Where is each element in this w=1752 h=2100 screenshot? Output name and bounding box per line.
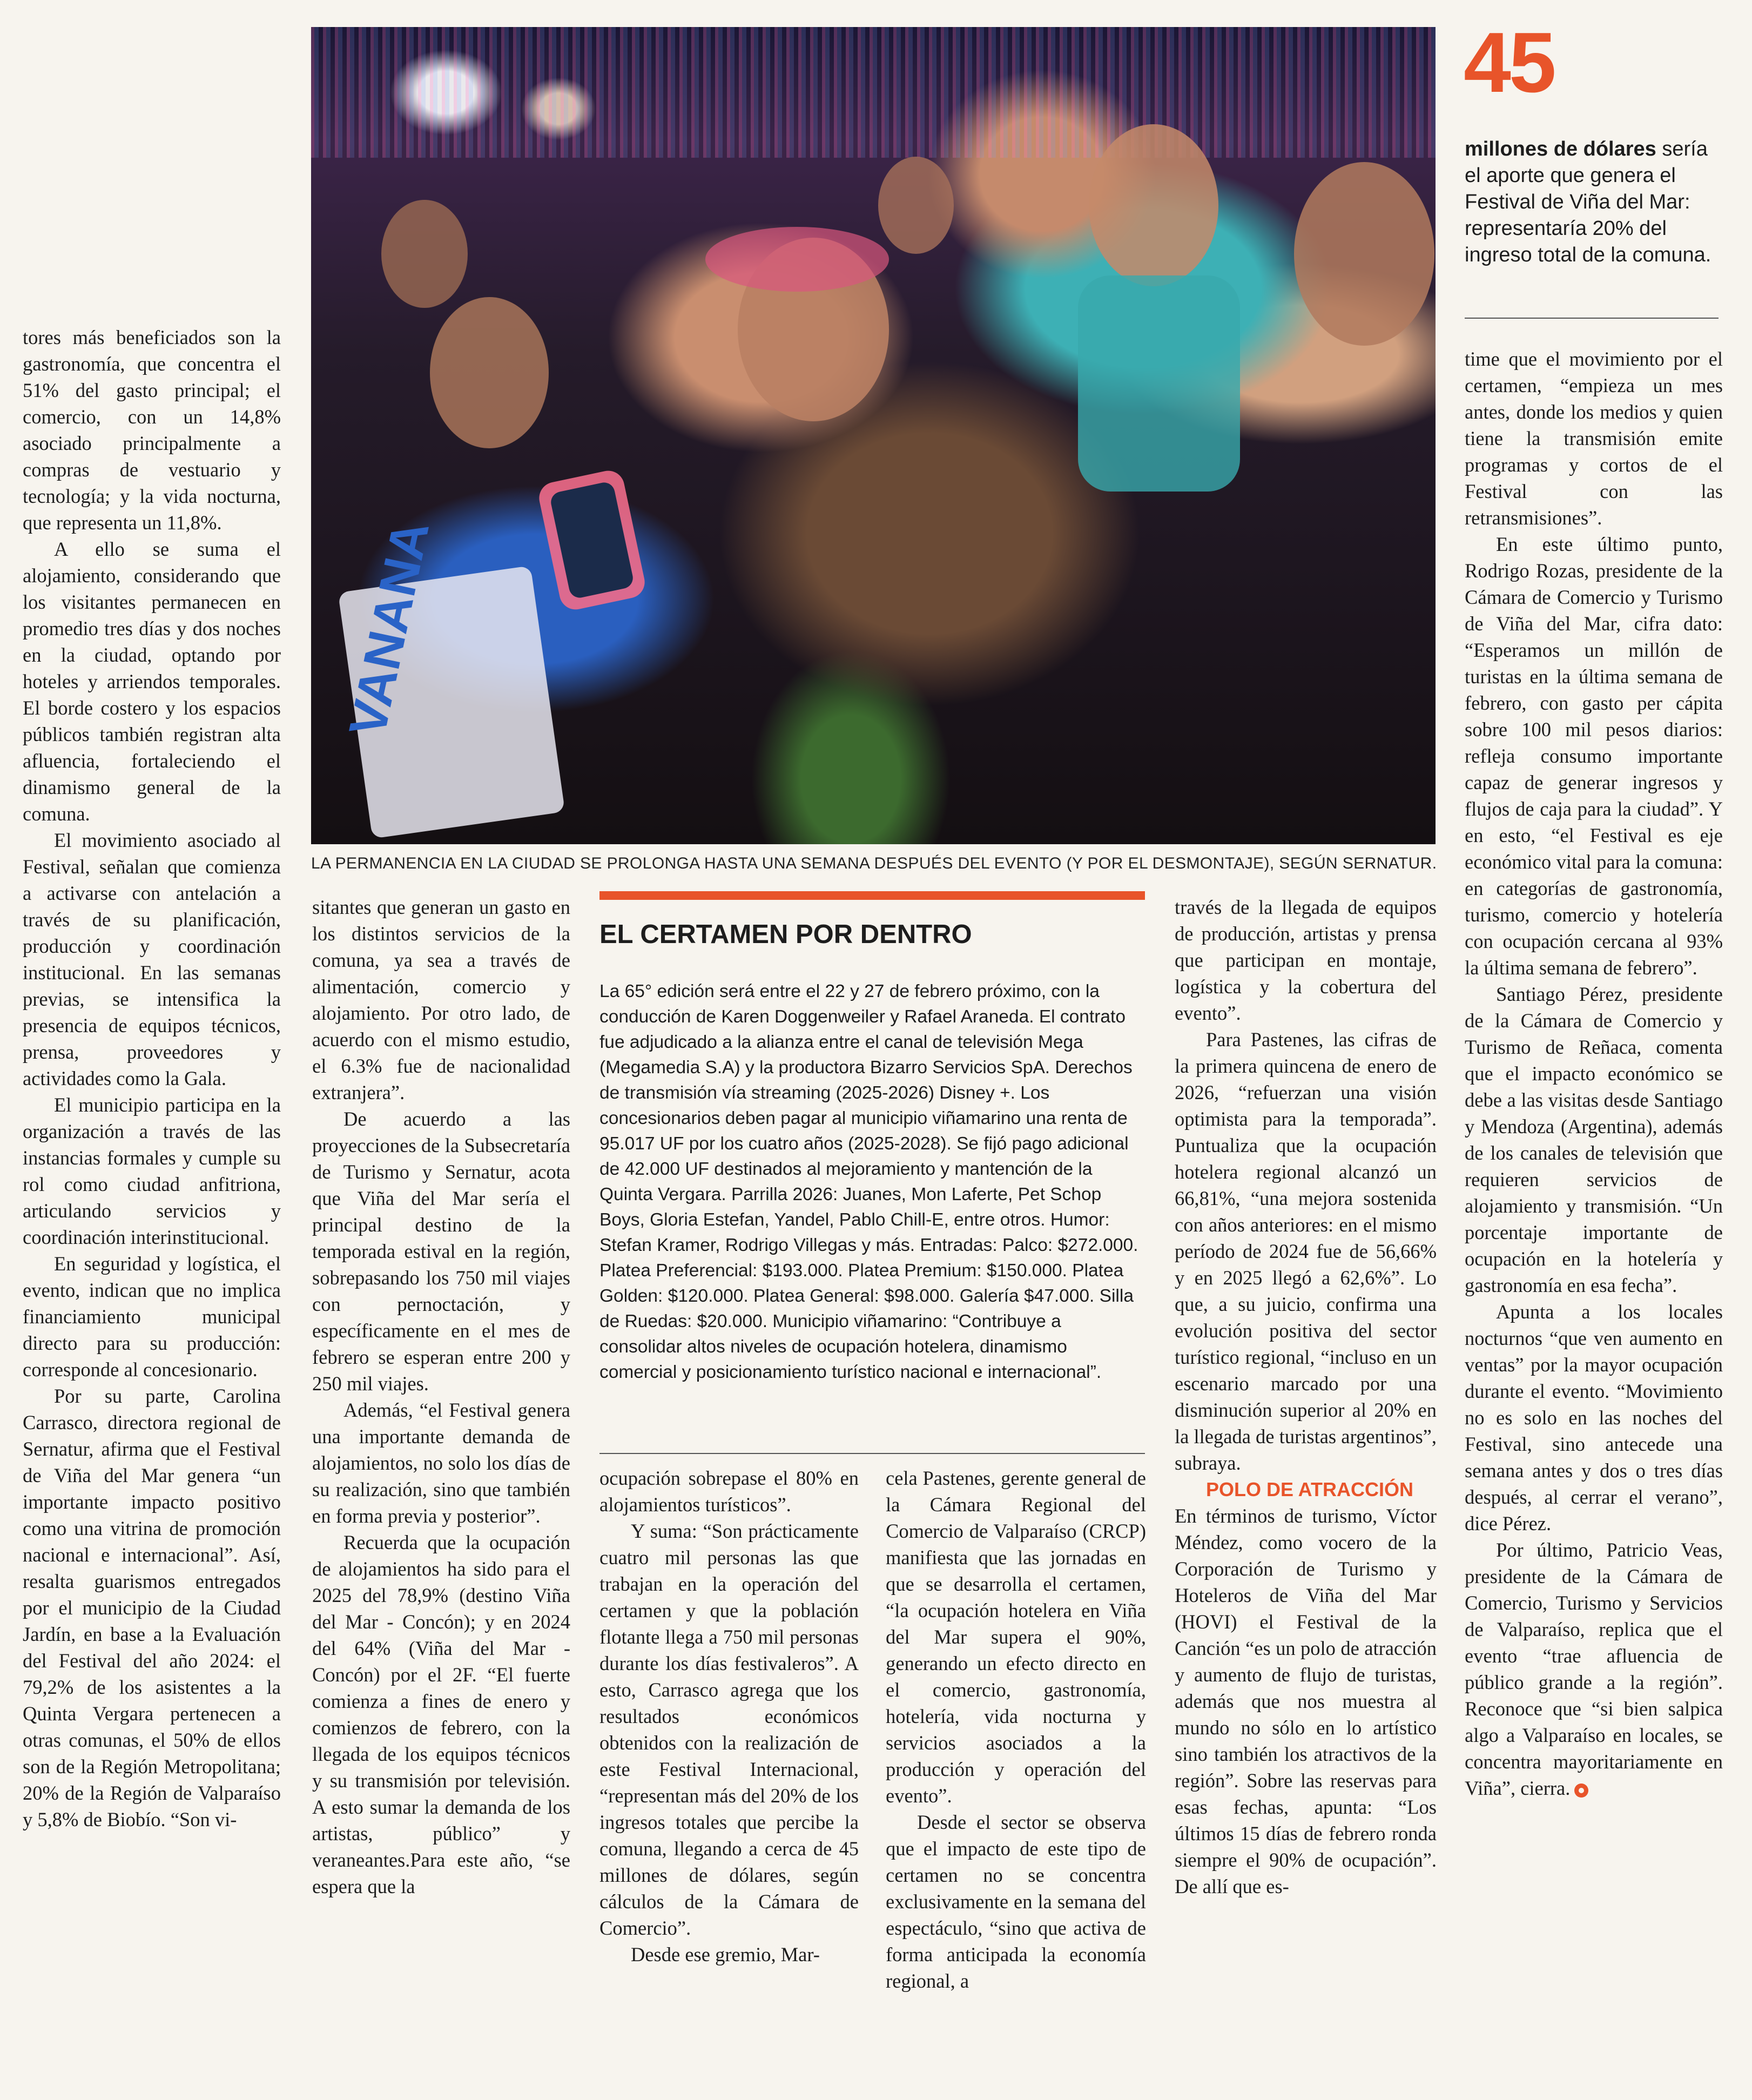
column-2: [312, 894, 570, 2082]
paragraph: través de la llegada de equipos de producción, artistas y prensa que participan en montaje, logística y la cobertura del evento”.: [1175, 896, 1437, 1024]
paragraph: cela Pastenes, gerente general de la Cámara Regional del Comercio de Valparaíso (CRCP) manifiesta que las jornadas en que se desarrolla el certamen, “la ocupación hotelera en Viña del Mar supera el 90%, generando un efecto directo en el comercio, gastronomía, hotelería, vida nocturna y servicios asociados a la producción y operación del evento”.: [886, 1467, 1146, 1807]
stat-number: 45: [1464, 15, 1554, 110]
paragraph: [1465, 1537, 1723, 1801]
column-4: [886, 1465, 1146, 2081]
paragraph: Santiago Pérez, presidente de la Cámara de Comercio y Turismo de Reñaca, comenta que el impacto económico se debe a las visitas desde Santiago y Mendoza (Argentina), además de los canales de televisión que requieren servicios de alojamiento y transmisión. “Un porcentaje importante de ocupación en la hotelería y gastronomía en esa fecha”.: [1465, 983, 1723, 1296]
paragraph: En seguridad y logística, el evento, indican que no implica financiamiento municipal directo para su producción: corresponde al concesionario.: [23, 1253, 281, 1381]
sidebar-text: La 65° edición será entre el 22 y 27 de febrero próximo, con la conducción de Karen Doggenweiler y Rafael Araneda. El contrato fue adjudicado a la alianza entre el canal de televisión Mega (Megamedia S.A) y la productora Bizarro Servicios SpA. Derechos de transmisión vía streaming (2025-2026) Disney +. Los concesionarios deben pagar al municipio viñamarino una renta de 95.017 UF por los cuatro años (2025-2028). Se fijó pago adicional de 42.000 UF destinados al mejoramiento y mantención de la Quinta Vergara. Parrilla 2026: Juanes, Mon Laferte, Pet Schop Boys, Gloria Estefan, Yandel, Pablo Chill-E, entre otros. Humor: Stefan Kramer, Rodrigo Villegas y más. Entradas: Palco: $272.000. Platea Preferencial: $193.000. Platea Premium: $150.000. Platea Golden: $120.000. Platea General: $98.000. Galería $47.000. Silla de Ruedas: $20.000. Municipio viñamarino: “Contribuye a consolidar altos niveles de ocupación hotelera, dinamismo comercial y posicionamiento turístico nacional e internacional”.: [599, 981, 1138, 1382]
paragraph: En términos de turismo, Víctor Méndez, como vocero de la Corporación de Turismo y Hoteleros de Viña del Mar (HOVI) el Festival de la Canción “es un polo de atracción y aumento de flujo de turistas, además que nos muestra al mundo no sólo en lo artístico sino también los atractivos de la región”. Sobre las reservas para esas fechas, apunta: “Los últimos 15 días de febrero ronda siempre el 90% de ocupación”. De allí que es-: [1175, 1505, 1437, 1897]
end-of-article-icon: [1574, 1783, 1588, 1798]
column-1: [23, 324, 281, 2079]
sidebar-title: EL CERTAMEN POR DENTRO: [599, 920, 972, 949]
paragraph: tores más beneficiados son la gastronomía, que concentra el 51% del gasto principal; el comercio, con un 14,8% asociado principalmente a compras de vestuario y tecnología; y la vida nocturna, que representa un 11,8%.: [23, 326, 281, 534]
stat-text: sería el aporte que genera el Festival de Viña del Mar: representaría 20% del ingreso total de la comuna.: [1465, 138, 1711, 266]
paragraph: Desde ese gremio, Mar-: [631, 1943, 820, 1966]
stat-description: [1465, 136, 1719, 268]
paragraph: Desde el sector se observa que el impacto de este tipo de certamen no se concentra exclusivamente en la semana del espectáculo, “sino que activa de forma anticipada la economía regional, a: [886, 1811, 1146, 1992]
paragraph: Apunta a los locales nocturnos “que ven aumento en ventas” por la mayor ocupación durante el evento. “Movimiento no es solo en las noches del Festival, sino antecede una semana antes y dos o tres días después, al cerrar el verano”, dice Pérez.: [1465, 1301, 1723, 1534]
svg-text:VANANA: VANANA: [338, 516, 440, 742]
paragraph: Además, “el Festival genera una importante demanda de alojamientos, no solo los días de su realización, sino que también en forma previa y posterior”.: [312, 1399, 570, 1527]
column-5: [1175, 894, 1437, 2082]
subheading-polo: POLO DE ATRACCIÓN: [1206, 1478, 1413, 1500]
sidebar-accent-bar: [599, 891, 1145, 900]
paragraph: Por su parte, Carolina Carrasco, directora regional de Sernatur, afirma que el Festival de Viña del Mar genera “un importante impacto positivo como una vitrina de promoción nacional e internacional”. Así, resalta guarismos entregados por el municipio de la Ciudad Jardín, en base a la Evaluación del Festival del año 2024: el 79,2% de los asistentes a la Quinta Vergara pertenecen a otras comunas, el 50% de ellos son de la Región Metropolitana; 20% de la Región de Valparaíso y 5,8% de Biobío. “Son vi-: [23, 1385, 281, 1830]
crowd-silhouettes: [311, 27, 1436, 844]
paragraph: sitantes que generan un gasto en los distintos servicios de la comuna, ya sea a través de alimentación, comercio y alojamiento. Por otro lado, de acuerdo con el mismo estudio, el 6.3% fue de nacionalidad extranjera”.: [312, 896, 570, 1103]
closing-text: Por último, Patricio Veas, presidente de la Cámara de Comercio, Turismo y Servicios de Valparaíso, replica que el evento “trae afluencia de público grande a la región”. Reconoce que “si bien salpica algo a Valparaíso en locales, se concentra mayoritariamente en Viña”, cierra.: [1465, 1539, 1723, 1799]
column-3: [599, 1465, 859, 2081]
stat-lead: millones de dólares: [1465, 138, 1656, 160]
paragraph: Para Pastenes, las cifras de la primera quincena de enero de 2026, “refuerzan una visión optimista para la temporada”. Puntualiza que la ocupación hotelera regional alcanzó un 66,81%, “una mejora sostenida con años anteriores: en el mismo período de 2024 fue de 56,66% y en 2025 llegó a 62,6%”. Lo que, a su juicio, confirma una evolución positiva del sector turístico regional, “incluso en un escenario marcado por una disminución superior al 20% en la llegada de turistas argentinos”, subraya.: [1175, 1028, 1437, 1474]
paragraph: ocupación sobrepase el 80% en alojamientos turísticos”.: [599, 1467, 859, 1516]
sidebar-divider: [599, 1453, 1145, 1454]
paragraph: A ello se suma el alojamiento, considerando que los visitantes permanecen en promedio tres días y dos noches en la ciudad, optando por hoteles y arriendos temporales. El borde costero y los espacios públicos también registran alta afluencia, fortaleciendo el dinamismo general de la comuna.: [23, 538, 281, 825]
paragraph: Y suma: “Son prácticamente cuatro mil personas las que trabajan en la operación del certamen y que la población flotante llega a 750 mil personas durante los días festivaleros”. A esto, Carrasco agrega que los resultados económicos obtenidos con la realización de este Festival Internacional, “representan más del 20% de los ingresos totales que percibe la comuna, llegando a cerca de 45 millones de dólares, según cálculos de la Cámara de Comercio”.: [599, 1520, 859, 1939]
paragraph: El movimiento asociado al Festival, señalan que comienza a activarse con antelación a través de su planificación, producción y coordinación institucional. En las semanas previas, se intensifica la presencia de equipos técnicos, prensa, proveedores y actividades como la Gala.: [23, 829, 281, 1089]
stat-divider: [1465, 318, 1719, 319]
paragraph: De acuerdo a las proyecciones de la Subsecretaría de Turismo y Sernatur, acota que Viña del Mar sería el principal destino de la temporada estival en la región, sobrepasando los 750 mil viajes con pernoctación, y específicamente en el mes de febrero se esperan entre 200 y 250 mil viajes.: [312, 1108, 570, 1395]
column-6: [1465, 346, 1723, 2085]
paragraph: El municipio participa en la organización a través de las instancias formales y cumple su rol como ciudad anfitriona, articulando servicios y coordinación interinstitucional.: [23, 1094, 281, 1248]
photo-caption: LA PERMANENCIA EN LA CIUDAD SE PROLONGA HASTA UNA SEMANA DESPUÉS DEL EVENTO (Y POR EL DESMONTAJE), SEGÚN SERNATUR.: [311, 854, 1437, 872]
paragraph: En este último punto, Rodrigo Rozas, presidente de la Cámara de Comercio y Turismo de Viña del Mar, cifra dato: “Esperamos un millón de turistas en la última semana de febrero, con gasto per cápita sobre 100 mil pesos diarios: refleja consumo importante capaz de generar ingresos y flujos de caja para la ciudad”. Y en esto, “el Festival es eje económico vital para la comuna: en categorías de gastronomía, turismo, comercio y hotelería con ocupación cercana al 93% la última semana de febrero”.: [1465, 533, 1723, 979]
paragraph: time que el movimiento por el certamen, “empieza un mes antes, donde los medios y quien tiene la transmisión emite programas y cortos de el Festival con las retransmisiones”.: [1465, 348, 1723, 529]
concert-crowd-photo: [311, 27, 1436, 844]
paragraph: Recuerda que la ocupación de alojamientos ha sido para el 2025 del 78,9% (destino Viña del Mar - Concón); y en 2024 del 64% (Viña del Mar - Concón) por el 2F. “El fuerte comienza a fines de enero y comienzos de febrero, con la llegada de los equipos técnicos y su transmisión por televisión. A esto sumar la demanda de los artistas, público” y veraneantes.Para este año, “se espera que la: [312, 1531, 570, 1897]
